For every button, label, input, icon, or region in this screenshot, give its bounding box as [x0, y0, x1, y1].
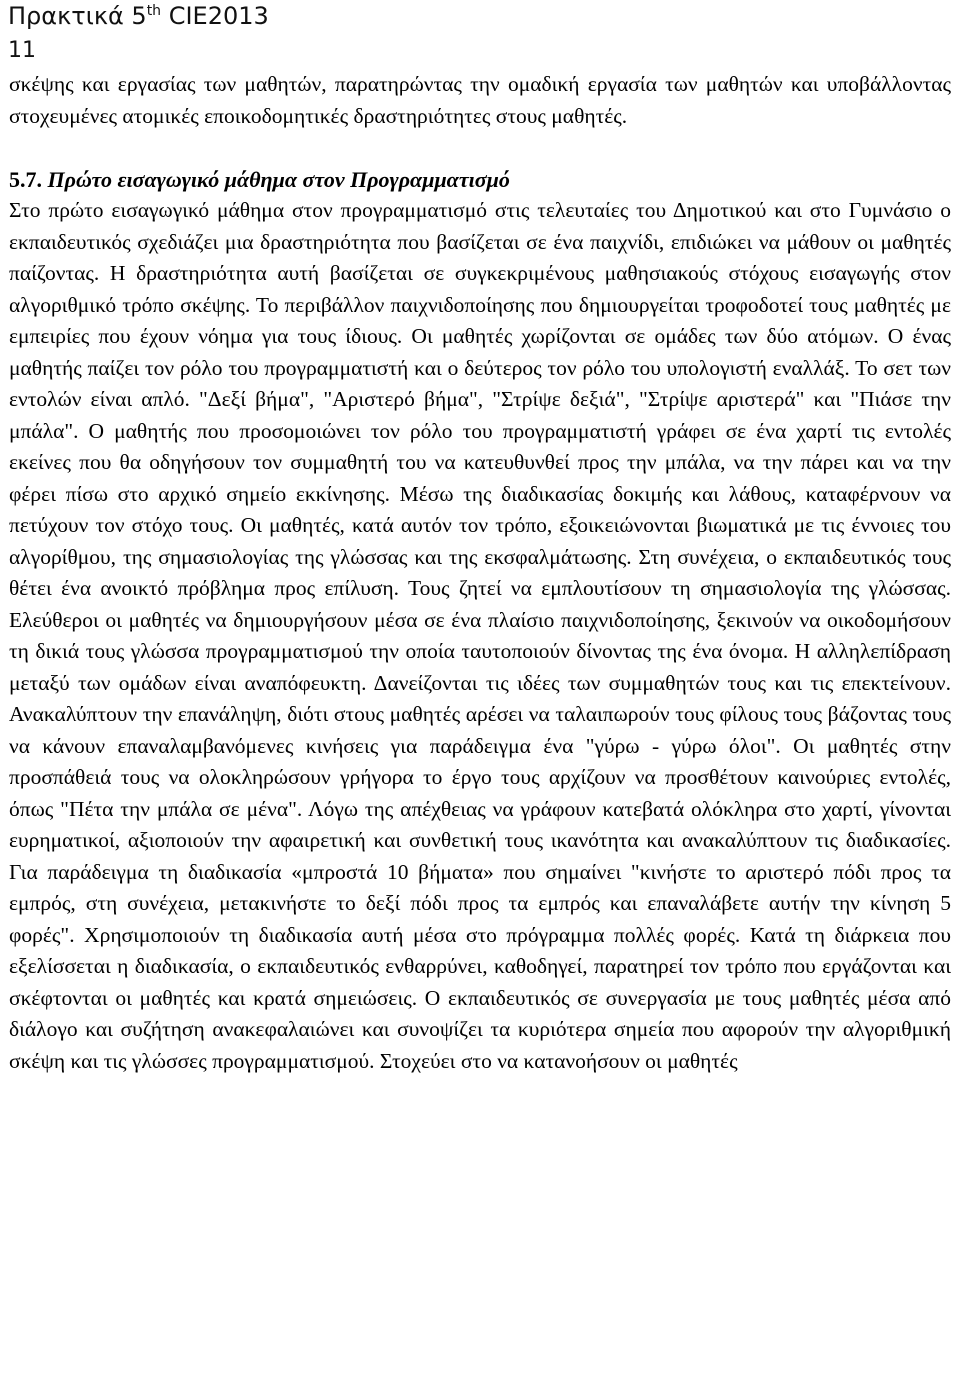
paragraph-gap — [9, 132, 951, 164]
section-title: Πρώτο εισαγωγικό μάθημα στον Προγραμματισμό — [47, 166, 510, 192]
header-prefix: Πρακτικά 5 — [8, 2, 147, 30]
page-content — [9, 69, 951, 1077]
page-number: 11 — [8, 38, 36, 63]
running-header — [8, 2, 269, 30]
section-number: 5.7. — [9, 166, 42, 192]
intro-paragraph: σκέψης και εργασίας των μαθητών, παρατηρώντας την ομαδική εργασία των μαθητών και υποβάλλοντας στοχευμένες ατομικές εποικοδομητικές δραστηριότητες στους μαθητές. — [9, 72, 951, 128]
header-suffix: CIE2013 — [161, 2, 269, 30]
body-paragraph: Στο πρώτο εισαγωγικό μάθημα στον προγραμματισμό στις τελευταίες του Δημοτικού και στο Γυμνάσιο ο εκπαιδευτικός σχεδιάζει μια δραστηριότητα που βασίζεται σε ένα παιχνίδι, επιδιώκει να μάθουν οι μαθητές παίζοντας. Η δραστηριότητα αυτή βασίζεται σε συγκεκριμένους μαθησιακούς στόχους εισαγωγής στον αλγοριθμικό τρόπο σκέψης. Το περιβάλλον παιχνιδοποίησης που δημιουργείται τροφοδοτεί τους μαθητές με εμπειρίες που έχουν νόημα για τους ίδιους. Οι μαθητές χωρίζονται σε ομάδες των δύο ατόμων. Ο ένας μαθητής παίζει τον ρόλο του προγραμματιστή και ο δεύτερος τον ρόλο του υπολογιστή εναλλάξ. Το σετ των εντολών είναι απλό. "Δεξί βήμα", "Αριστερό βήμα", "Στρίψε δεξιά", "Στρίψε αριστερά" και "Πιάσε την μπάλα". Ο μαθητής που προσομοιώνει τον ρόλο του προγραμματιστή γράφει σε ένα χαρτί τις εντολές εκείνες που θα οδηγήσουν τον συμμαθητή του να κατευθυνθεί προς την μπάλα, να την πάρει και να την φέρει πίσω στο αρχικό σημείο εκκίνησης. Μέσω της διαδικασίας δοκιμής και λάθους, καταφέρνουν να πετύχουν τον στόχο τους. Οι μαθητές, κατά αυτόν τον τρόπο, εξοικειώνονται βιωματικά με τις έννοιες του αλγορίθμου, της σημασιολογίας της γλώσσας και της εκσφαλμάτωσης. Στη συνέχεια, ο εκπαιδευτικός τους θέτει ένα ανοικτό πρόβλημα προς επίλυση. Τους ζητεί να εμπλουτίσουν τη σημασιολογία της γλώσσας. Ελεύθεροι οι μαθητές να δημιουργήσουν μέσα σε ένα πλαίσιο παιχνιδοποίησης, ξεκινούν να οικοδομήσουν τη δικιά τους γλώσσα προγραμματισμού την οποία ταυτοποιούν δίνοντας της ένα όνομα. Η αλληλεπίδραση μεταξύ των ομάδων είναι αναπόφευκτη. Δανείζονται τις ιδέες των συμμαθητών τους και τις επεκτείνουν. Ανακαλύπτουν την επανάληψη, διότι στους μαθητές αρέσει να ταλαιπωρούν τους φίλους τους βάζοντας τους να κάνουν επαναλαμβανόμενες κινήσεις για παράδειγμα ένα "γύρω - γύρω όλοι". Οι μαθητές στην προσπάθειά τους να ολοκληρώσουν γρήγορα το έργο τους αρχίζουν να προσθέτουν καινούριες εντολές, όπως "Πέτα την μπάλα σε μένα". Λόγω της απέχθειας να γράφουν κατεβατά ολόκληρα στο χαρτί, γίνονται ευρηματικοί, αξιοποιούν την αφαιρετική και συνθετική τους ικανότητα και ανακαλύπτουν τις διαδικασίες. Για παράδειγμα τη διαδικασία «μπροστά 10 βήματα» που σημαίνει "κινήστε το αριστερό πόδι προς τα εμπρός, στη συνέχεια, μετακινήστε το δεξί πόδι προς τα εμπρός και επαναλάβετε αυτήν την κίνηση 5 φορές". Χρησιμοποιούν τη διαδικασία αυτή μέσα στο πρόγραμμα πολλές φορές. Κατά τη διάρκεια που εξελίσσεται η διαδικασία, ο εκπαιδευτικός ενθαρρύνει, καθοδηγεί, παρατηρεί τον τρόπο που εργάζονται και σκέφτονται οι μαθητές και κρατά σημειώσεις. Ο εκπαιδευτικός σε συνεργασία με τους μαθητές μέσα από διάλογο και συζήτηση ανακεφαλαιώνει και συνοψίζει τα κυριότερα σημεία που αφορούν την αλγοριθμική σκέψη και τις γλώσσες προγραμματισμού. Στοχεύει στο να κατανοήσουν οι μαθητές — [9, 198, 951, 1073]
section-heading — [9, 164, 951, 196]
header-superscript: th — [146, 3, 162, 19]
